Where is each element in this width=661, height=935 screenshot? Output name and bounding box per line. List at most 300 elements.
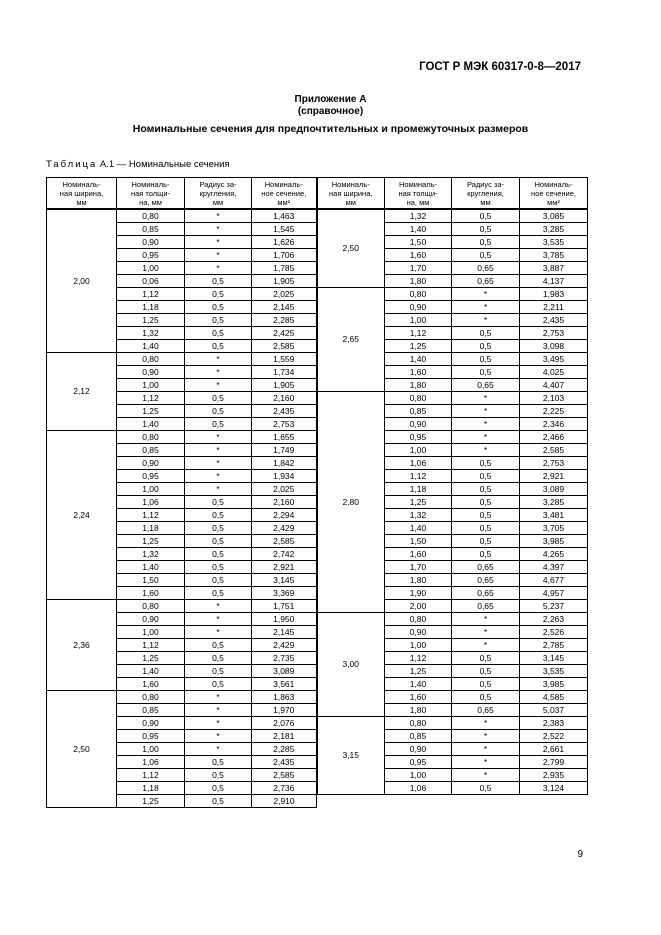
column-header-line: ная ширина, (59, 188, 104, 198)
radius-cell: 0,5 (185, 418, 252, 431)
thickness-cell: 1,25 (117, 405, 185, 418)
radius-cell: * (452, 405, 520, 418)
appendix-label: Приложение А (294, 94, 367, 105)
thickness-cell: 1,70 (385, 262, 452, 275)
section-cell: 1,706 (252, 249, 317, 262)
radius-cell: * (185, 704, 252, 717)
section-cell: 3,124 (520, 782, 588, 795)
column-header (385, 178, 452, 210)
section-cell: 1,559 (252, 353, 317, 366)
table-header-row (47, 178, 588, 210)
table-caption-prefix: Таблица (46, 159, 98, 170)
section-cell: 2,799 (520, 756, 588, 769)
section-cell: 2,160 (252, 392, 317, 405)
thickness-cell: 0,80 (117, 691, 185, 704)
thickness-cell: 2,00 (385, 600, 452, 613)
radius-cell: * (185, 470, 252, 483)
thickness-cell: 1,80 (385, 704, 452, 717)
thickness-cell: 1,40 (385, 678, 452, 691)
radius-cell: * (185, 249, 252, 262)
column-header-line: кругления, (199, 188, 237, 198)
thickness-cell: 1,12 (117, 769, 185, 782)
radius-cell: * (185, 209, 252, 223)
section-cell: 4,957 (520, 587, 588, 600)
column-header-line: Номиналь- (331, 179, 370, 189)
thickness-cell: 1,60 (117, 587, 185, 600)
column-header-line: ное сечение, (531, 188, 576, 198)
thickness-cell: 0,80 (385, 717, 452, 730)
radius-cell: 0,5 (185, 522, 252, 535)
radius-cell: 0,5 (185, 340, 252, 353)
radius-cell: 0,5 (452, 457, 520, 470)
width-cell: 2,80 (317, 392, 385, 613)
section-cell: 3,145 (252, 574, 317, 587)
section-cell: 3,535 (520, 665, 588, 678)
thickness-cell: 1,80 (385, 275, 452, 288)
radius-cell: * (452, 288, 520, 301)
column-header-line: мм (212, 197, 224, 207)
thickness-cell: 1,12 (117, 509, 185, 522)
width-cell: 2,00 (47, 209, 117, 353)
width-cell: 2,50 (317, 209, 385, 288)
thickness-cell: 0,90 (117, 236, 185, 249)
radius-cell: * (185, 457, 252, 470)
radius-cell: * (452, 314, 520, 327)
section-cell: 3,089 (520, 483, 588, 496)
thickness-cell: 1,32 (117, 548, 185, 561)
document-id: ГОСТ Р МЭК 60317-0-8—2017 (419, 61, 581, 73)
radius-cell: * (452, 756, 520, 769)
thickness-cell: 1,70 (385, 561, 452, 574)
radius-cell: 0,5 (452, 535, 520, 548)
thickness-cell: 0,85 (117, 223, 185, 236)
table-caption (46, 159, 230, 170)
cross-section-table (46, 177, 588, 808)
radius-cell: 0,5 (452, 548, 520, 561)
thickness-cell: 0,80 (117, 431, 185, 444)
section-cell: 4,265 (520, 548, 588, 561)
thickness-cell: 0,06 (117, 275, 185, 288)
section-cell: 3,285 (520, 223, 588, 236)
table-row (47, 717, 588, 730)
section-cell: 2,429 (252, 522, 317, 535)
radius-cell: * (185, 379, 252, 392)
thickness-cell: 0,90 (117, 717, 185, 730)
table-row (47, 613, 588, 626)
radius-cell: * (185, 743, 252, 756)
section-cell: 2,585 (520, 444, 588, 457)
section-cell: 2,921 (520, 470, 588, 483)
thickness-cell: 0,80 (117, 353, 185, 366)
section-cell: 2,263 (520, 613, 588, 626)
thickness-cell: 0,90 (117, 613, 185, 626)
thickness-cell: 1,12 (385, 470, 452, 483)
column-header-line: Номиналь- (131, 179, 170, 189)
section-cell: 1,950 (252, 613, 317, 626)
thickness-cell: 1,40 (385, 223, 452, 236)
radius-cell: * (452, 730, 520, 743)
radius-cell: * (452, 418, 520, 431)
radius-cell: 0,65 (452, 262, 520, 275)
radius-cell: 0,5 (185, 535, 252, 548)
thickness-cell: 0,90 (117, 457, 185, 470)
radius-cell: 0,5 (452, 483, 520, 496)
section-cell: 2,736 (252, 782, 317, 795)
section-cell: 1,749 (252, 444, 317, 457)
radius-cell: * (452, 301, 520, 314)
section-cell: 1,463 (252, 209, 317, 223)
column-header-line: Номиналь- (534, 179, 573, 189)
thickness-cell: 1,32 (385, 509, 452, 522)
radius-cell: * (185, 600, 252, 613)
column-header-line: Номиналь- (62, 179, 101, 189)
thickness-cell: 0,85 (117, 444, 185, 457)
thickness-cell: 0,80 (385, 288, 452, 301)
radius-cell: * (185, 613, 252, 626)
radius-cell: 0,5 (185, 574, 252, 587)
section-cell: 1,734 (252, 366, 317, 379)
radius-cell: 0,5 (185, 665, 252, 678)
radius-cell: 0,5 (185, 327, 252, 340)
thickness-cell: 1,40 (117, 340, 185, 353)
section-cell: 3,985 (520, 678, 588, 691)
thickness-cell: 1,40 (117, 665, 185, 678)
thickness-cell: 1,00 (385, 444, 452, 457)
radius-cell: * (185, 483, 252, 496)
thickness-cell: 1,12 (385, 327, 452, 340)
section-cell: 3,145 (520, 652, 588, 665)
section-cell: 1,905 (252, 379, 317, 392)
thickness-cell: 1,32 (385, 209, 452, 223)
section-cell: 2,160 (252, 496, 317, 509)
radius-cell: * (185, 366, 252, 379)
thickness-cell: 1,18 (117, 782, 185, 795)
radius-cell: * (185, 444, 252, 457)
radius-cell: * (185, 236, 252, 249)
radius-cell: * (452, 743, 520, 756)
radius-cell: 0,5 (452, 353, 520, 366)
column-header-line: ное сечение, (261, 188, 307, 198)
section-cell: 3,535 (520, 236, 588, 249)
width-cell: 2,36 (47, 600, 117, 691)
thickness-cell: 1,40 (117, 418, 185, 431)
radius-cell: 0,5 (452, 366, 520, 379)
radius-cell: * (185, 730, 252, 743)
table-row (47, 288, 588, 301)
table-row (47, 209, 588, 223)
radius-cell: 0,5 (452, 236, 520, 249)
width-cell: 3,15 (317, 717, 385, 795)
column-header (185, 178, 252, 210)
thickness-cell: 1,00 (385, 639, 452, 652)
column-header-line: Номиналь- (264, 179, 303, 189)
radius-cell: 0,5 (452, 470, 520, 483)
radius-cell: * (452, 431, 520, 444)
thickness-cell: 0,95 (385, 756, 452, 769)
section-cell: 1,842 (252, 457, 317, 470)
thickness-cell: 0,90 (385, 743, 452, 756)
radius-cell: 0,65 (452, 600, 520, 613)
section-cell: 3,785 (520, 249, 588, 262)
section-cell: 1,905 (252, 275, 317, 288)
radius-cell: * (185, 717, 252, 730)
section-cell: 2,025 (252, 288, 317, 301)
radius-cell: 0,5 (185, 795, 252, 808)
section-cell: 2,585 (252, 535, 317, 548)
thickness-cell: 1,50 (385, 535, 452, 548)
section-cell: 2,753 (520, 327, 588, 340)
section-cell: 2,181 (252, 730, 317, 743)
section-cell: 3,495 (520, 353, 588, 366)
section-cell: 1,934 (252, 470, 317, 483)
thickness-cell: 1,60 (385, 249, 452, 262)
radius-cell: 0,5 (452, 509, 520, 522)
thickness-cell: 1,40 (385, 522, 452, 535)
radius-cell: 0,5 (452, 327, 520, 340)
appendix-heading (0, 94, 661, 118)
radius-cell: 0,5 (452, 678, 520, 691)
radius-cell: 0,5 (452, 665, 520, 678)
section-cell: 2,076 (252, 717, 317, 730)
column-header (47, 178, 117, 210)
column-header (452, 178, 520, 210)
thickness-cell: 1,00 (117, 626, 185, 639)
thickness-cell: 1,06 (117, 496, 185, 509)
radius-cell: 0,5 (185, 314, 252, 327)
section-cell: 1,983 (520, 288, 588, 301)
thickness-cell: 1,25 (117, 652, 185, 665)
thickness-cell: 1,40 (117, 561, 185, 574)
radius-cell: 0,5 (185, 639, 252, 652)
radius-cell: * (185, 353, 252, 366)
radius-cell: 0,5 (452, 496, 520, 509)
radius-cell: 0,5 (452, 782, 520, 795)
radius-cell: * (185, 223, 252, 236)
section-cell: 4,025 (520, 366, 588, 379)
column-header (252, 178, 317, 210)
radius-cell: 0,5 (185, 392, 252, 405)
radius-cell: 0,5 (452, 249, 520, 262)
section-cell: 2,145 (252, 301, 317, 314)
thickness-cell: 0,95 (117, 730, 185, 743)
radius-cell: 0,5 (185, 301, 252, 314)
section-cell: 2,466 (520, 431, 588, 444)
section-cell: 4,137 (520, 275, 588, 288)
radius-cell: 0,5 (452, 209, 520, 223)
radius-cell: * (452, 639, 520, 652)
column-header-line: мм (345, 197, 356, 207)
section-cell: 4,585 (520, 691, 588, 704)
column-header-line: на, мм (406, 197, 430, 207)
thickness-cell: 1,00 (117, 262, 185, 275)
thickness-cell: 1,32 (117, 327, 185, 340)
width-cell: 2,65 (317, 288, 385, 392)
section-cell: 2,211 (520, 301, 588, 314)
section-cell: 1,751 (252, 600, 317, 613)
section-cell: 2,742 (252, 548, 317, 561)
section-cell: 2,585 (252, 769, 317, 782)
section-cell: 3,369 (252, 587, 317, 600)
radius-cell: 0,5 (185, 561, 252, 574)
thickness-cell: 1,12 (385, 652, 452, 665)
section-cell: 2,225 (520, 405, 588, 418)
radius-cell: 0,5 (185, 652, 252, 665)
section-cell: 3,481 (520, 509, 588, 522)
section-cell: 3,705 (520, 522, 588, 535)
section-cell: 2,910 (252, 795, 317, 808)
thickness-cell: 1,06 (385, 457, 452, 470)
column-header-line: ная толщи- (130, 188, 171, 198)
section-cell: 1,545 (252, 223, 317, 236)
column-header-line: ная ширина, (329, 188, 373, 198)
thickness-cell: 1,80 (385, 574, 452, 587)
section-cell: 1,626 (252, 236, 317, 249)
thickness-cell: 1,25 (385, 340, 452, 353)
radius-cell: 0,5 (185, 756, 252, 769)
radius-cell: 0,5 (185, 405, 252, 418)
thickness-cell: 1,60 (117, 678, 185, 691)
radius-cell: 0,65 (452, 587, 520, 600)
radius-cell: * (185, 691, 252, 704)
thickness-cell: 1,18 (385, 483, 452, 496)
thickness-cell: 1,80 (385, 379, 452, 392)
thickness-cell: 1,18 (117, 522, 185, 535)
column-header-line: Радиус за- (199, 179, 237, 189)
section-cell: 3,089 (252, 665, 317, 678)
thickness-cell: 0,90 (385, 418, 452, 431)
thickness-cell: 1,12 (117, 288, 185, 301)
thickness-cell: 0,80 (117, 600, 185, 613)
radius-cell: 0,5 (452, 223, 520, 236)
section-cell: 2,585 (252, 340, 317, 353)
column-header-line: мм² (277, 197, 291, 207)
section-cell: 2,383 (520, 717, 588, 730)
column-header (520, 178, 588, 210)
thickness-cell: 0,80 (385, 613, 452, 626)
thickness-cell: 1,25 (117, 314, 185, 327)
thickness-cell: 0,90 (117, 366, 185, 379)
thickness-cell: 1,90 (385, 587, 452, 600)
section-cell: 2,294 (252, 509, 317, 522)
section-cell: 2,526 (520, 626, 588, 639)
radius-cell: 0,5 (452, 340, 520, 353)
thickness-cell: 1,25 (117, 795, 185, 808)
radius-cell: 0,5 (185, 782, 252, 795)
column-header-line: ная толщи- (398, 188, 438, 198)
radius-cell: 0,5 (185, 496, 252, 509)
section-cell: 3,285 (520, 496, 588, 509)
column-header-line: мм (480, 197, 491, 207)
radius-cell: * (452, 769, 520, 782)
section-cell: 2,425 (252, 327, 317, 340)
radius-cell: 0,5 (185, 509, 252, 522)
section-cell: 2,025 (252, 483, 317, 496)
thickness-cell: 1,60 (385, 366, 452, 379)
thickness-cell: 1,25 (117, 535, 185, 548)
section-cell: 1,785 (252, 262, 317, 275)
section-cell: 2,285 (252, 743, 317, 756)
thickness-cell: 1,00 (117, 483, 185, 496)
thickness-cell: 1,06 (117, 756, 185, 769)
thickness-cell: 0,80 (117, 209, 185, 223)
thickness-cell: 1,50 (385, 236, 452, 249)
thickness-cell: 1,18 (117, 301, 185, 314)
radius-cell: 0,65 (452, 561, 520, 574)
section-cell: 4,407 (520, 379, 588, 392)
column-header-line: мм² (547, 197, 560, 207)
thickness-cell: 0,95 (117, 249, 185, 262)
section-cell: 2,285 (252, 314, 317, 327)
radius-cell: 0,65 (452, 275, 520, 288)
section-cell: 1,863 (252, 691, 317, 704)
radius-cell: 0,65 (452, 574, 520, 587)
radius-cell: * (185, 262, 252, 275)
section-cell: 5,037 (520, 704, 588, 717)
radius-cell: 0,65 (452, 704, 520, 717)
thickness-cell: 1,00 (385, 314, 452, 327)
section-cell: 2,103 (520, 392, 588, 405)
radius-cell: * (452, 392, 520, 405)
thickness-cell: 0,95 (385, 431, 452, 444)
radius-cell: * (452, 626, 520, 639)
thickness-cell: 1,60 (385, 691, 452, 704)
thickness-cell: 1,25 (385, 665, 452, 678)
column-header-line: Номиналь- (398, 179, 438, 189)
section-cell: 3,098 (520, 340, 588, 353)
table-caption-text: А.1 — Номинальные сечения (99, 159, 230, 170)
page-number: 9 (577, 849, 583, 860)
thickness-cell: 0,85 (117, 704, 185, 717)
column-header-line: на, мм (139, 197, 162, 207)
thickness-cell: 1,40 (385, 353, 452, 366)
thickness-cell: 1,00 (117, 379, 185, 392)
section-cell: 2,753 (520, 457, 588, 470)
section-cell: 3,887 (520, 262, 588, 275)
radius-cell: 0,5 (185, 678, 252, 691)
section-cell: 3,561 (252, 678, 317, 691)
section-cell: 2,921 (252, 561, 317, 574)
section-cell: 3,085 (520, 209, 588, 223)
radius-cell: * (452, 613, 520, 626)
radius-cell: * (452, 717, 520, 730)
table-row (47, 795, 588, 808)
thickness-cell: 0,85 (385, 730, 452, 743)
section-cell: 2,435 (520, 314, 588, 327)
thickness-cell: 1,50 (117, 574, 185, 587)
radius-cell: 0,5 (185, 288, 252, 301)
table-body (47, 209, 588, 808)
section-cell: 2,735 (252, 652, 317, 665)
appendix-note: (справочное) (297, 106, 364, 117)
thickness-cell: 0,95 (117, 470, 185, 483)
column-header (317, 178, 385, 210)
section-cell: 2,145 (252, 626, 317, 639)
width-cell: 2,50 (47, 691, 117, 808)
radius-cell: 0,5 (452, 522, 520, 535)
radius-cell: 0,5 (452, 691, 520, 704)
section-cell: 2,435 (252, 405, 317, 418)
section-cell: 2,429 (252, 639, 317, 652)
thickness-cell: 1,00 (117, 743, 185, 756)
section-cell: 4,397 (520, 561, 588, 574)
section-cell: 2,661 (520, 743, 588, 756)
radius-cell: 0,5 (185, 275, 252, 288)
section-cell: 2,785 (520, 639, 588, 652)
thickness-cell: 0,80 (385, 392, 452, 405)
width-cell: 3,00 (317, 613, 385, 717)
section-cell: 2,935 (520, 769, 588, 782)
thickness-cell: 1,60 (385, 548, 452, 561)
